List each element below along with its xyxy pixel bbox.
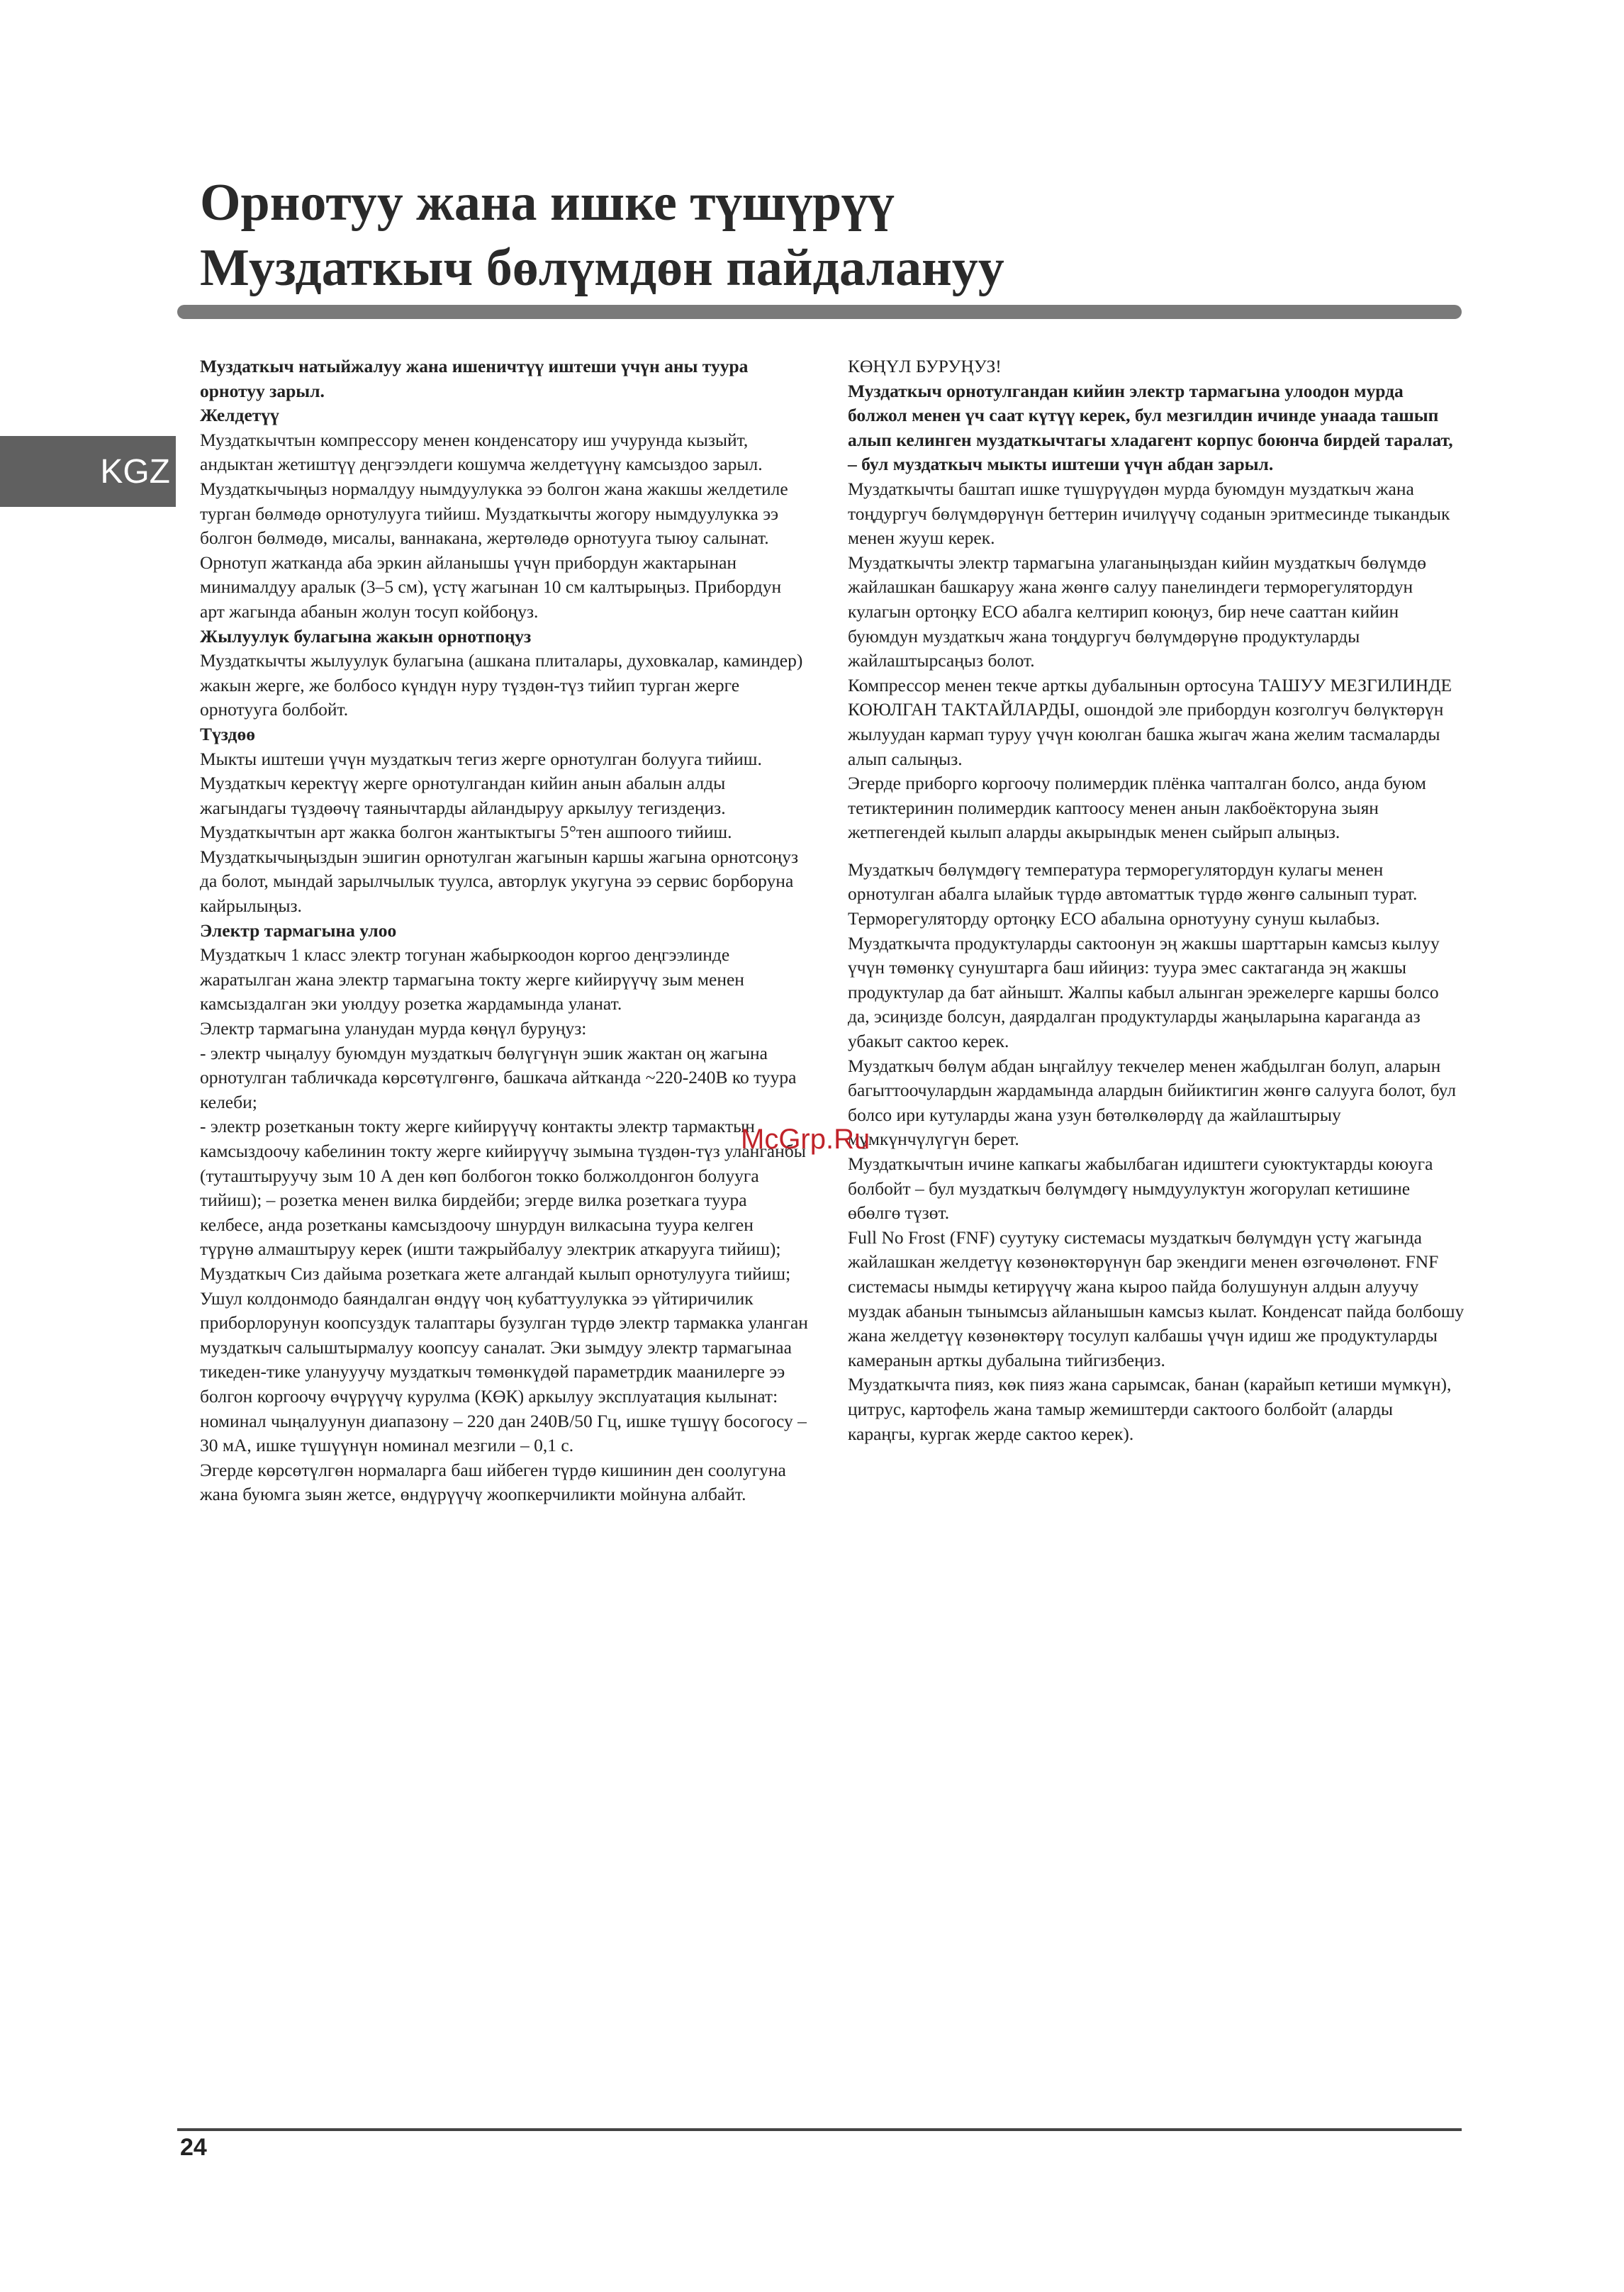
right-column xyxy=(848,354,1465,1446)
heading-attention: КӨҢҮЛ БУРУҢУЗ! xyxy=(848,356,1002,376)
paragraph: номинал чыңалуунун диапазону – 220 дан 240В/50 Гц, ишке түшүү босогосу – 30 мА, ишке түшүүнүн номинал мезгили – 0,1 с. xyxy=(200,1410,807,1456)
fridge-usage-section xyxy=(848,858,1465,1446)
paragraph: Муздаткычты баштап ишке түшүрүүдөн мурда буюмдун муздаткыч жана тоңдургуч бөлүмдөрүнүн беттерин ичилүүчү соданын эритмесинде тыкандык менен жууш керек. xyxy=(848,478,1450,549)
heading-power-connection: Электр тармагына улоо xyxy=(200,919,397,941)
paragraph: Муздаткычты жылуулук булагына (ашкана плиталары, духовкалар, каминдер) жакын жерге, же болбосо күндүн нуру түздөн-түз тийип турган жерге орнотууга болбойт. xyxy=(200,650,803,720)
heading-leveling: Түздөө xyxy=(200,723,255,744)
paragraph: Муздаткыч бөлүмдөгү температура терморегулятордун кулагы менен орнотулган абалга ылайык түрдө автоматтык түрдө жөнгө салынып турат. xyxy=(848,859,1418,905)
left-column xyxy=(200,354,810,1507)
paragraph: Муздаткычта продуктуларды сактоонун эң жакшы шарттарын камсыз кылуу үчүн төмөнкү сунуштарга баш ийиңиз: туура эмес сактаганда эң жакшы продуктулар да бат айнышт. Жалпы кабыл алынган эрежелерге каршы болсо да, эсиңизде болсун, даярдалган продуктуларды жаңыларына караганда аз убакыт сактоо керек. xyxy=(848,932,1440,1052)
paragraph: Муздаткычта пияз, көк пияз жана сарымсак, банан (карайып кетиши мүмкүн), цитрус, картофель жана тамыр жемиштерди сактоого болбойт (аларды караңгы, кургак жерде сактоо керек). xyxy=(848,1374,1452,1444)
paragraph: Терморегуляторду ортоңку ECO абалына орнотууну сунуш кылабыз. xyxy=(848,908,1380,929)
paragraph: Эгерде көрсөтүлгөн нормаларга баш ийбеген түрдө кишинин ден соолугуна жана буюмга зыян жетсе, өндүрүүчү жоопкерчиликти мойнуна албайт. xyxy=(200,1459,786,1505)
paragraph: Компрессор менен текче арткы дубалынын ортосуна ТАШУУ МЕЗГИЛИНДЕ КОЮЛГАН ТАКТАЙЛАРДЫ, ошондой эле прибордун козголгуч бөлүктөрүн жылуудан кармап туруу үчүн коюлган башка жыгач жана желим тасмаларды алып салыңыз. xyxy=(848,674,1452,769)
paragraph: Мыкты иштеши үчүн муздаткыч тегиз жерге орнотулган болууга тийиш. Муздаткыч керектүү жерге орнотулгандан кийин анын абалын алды жагындагы түздөөчү таянычтарды айландыруу аркылуу тегиздеңиз. Муздаткычтын арт жакка болгон жантыктыгы 5°тен ашпоого тийиш. xyxy=(200,748,762,843)
paragraph: - электр розетканын токту жерге кийирүүчү контакты электр тармактын камсыздоочу кабелинин токту жерге кийирүүчү зымына түздөн-түз уланганбы (туташтыруучу зым 10 А ден көп болбогон токко болжолдонгон болууга тийиш); – розетка менен вилка бирдейби; эгерде вилка розеткага туура келбесе, анда розетканы камсыздоочу шнурдун вилкасына туура келген түрүнө алмаштыруу керек (ишти тажрыйбалуу электрик аткарууга тийиш); xyxy=(200,1116,806,1260)
heading-ventilation: Желдетүү xyxy=(200,405,279,426)
paragraph: Муздаткычты электр тармагына улаганыңыздан кийин муздаткыч бөлүмдө жайлашкан башкаруу жана жөнгө салуу панелиндеги терморегулятордун кулагын ортоңку ECO абалга келтирип коюңуз, бир нече сааттан кийин буюмдун муздаткыч жана тоңдургуч бөлүмдөрүнө продуктуларды жайлаштырсаңыз болот. xyxy=(848,552,1427,671)
heading-heat-source: Жылуулук булагына жакын орнотпоңуз xyxy=(200,625,532,647)
attention-text: Муздаткыч орнотулгандан кийин электр тармагына улоодон мурда болжол менен үч саат күтүү керек, бул мезгилдин ичинде унаада ташып алып келинген муздаткычтагы хладагент корпус боюнча бирдей таралат, – бул муздаткыч мыкты иштеши үчүн абдан зарыл. xyxy=(848,380,1453,475)
paragraph: Электр тармагына уланудан мурда көңүл буруңуз: xyxy=(200,1018,587,1039)
title-line-2: Муздаткыч бөлүмдөн пайдалануу xyxy=(200,239,1004,297)
paragraph: Муздаткыч бөлүм абдан ыңгайлуу текчелер менен жабдылган болуп, аларын багыттоочулардын жардамында алардын бийиктигин жөнгө салууга болот, бул болсо ири кутуларды жана узун бөтөлкөлөрдү да жайлаштырыу мүмкүнчүлүгүн берет. xyxy=(848,1055,1456,1150)
paragraph: Ушул колдонмодо баяндалган өндүү чоң кубаттуулукка ээ үйтиричилик приборлорунун коопсуздук талаптары бузулган түрдө электр тармакка уланган муздаткыч салыштырмалуу коопсуу саналат. Эки зымдуу электр тармагынаа тикеден-тике уланууучу муздаткыч төмөнкүдөй параметрдик маанилерге ээ болгон коргоочу өчүрүүчү курулма (КӨК) аркылуу эксплуатация кылынат: xyxy=(200,1287,808,1407)
paragraph: Муздаткычтын компрессору менен конденсатору иш учурунда кызыйт, андыктан жетиштүү деңгээлдеги кошумча желдетүүнү камсыздоо зарыл. Муздаткычыңыз нормалдуу нымдуулукка ээ болгон жана жакшы желдетиле турган бөлмөдө орнотулууга тийиш. Муздаткычты жогору нымдуулукка ээ болгон бөлмөдө, мисалы, ваннакана, жертөлөдө орнотууга тыюу салынат. xyxy=(200,429,788,549)
paragraph: Full No Frost (FNF) суутуку системасы муздаткыч бөлүмдүн үстү жагында жайлашкан желдетүү көзөнөктөрүнүн бар экендиги менен өзгөчөлөнөт. FNF системасы нымды кетирүүчү жана кыроо пайда болушунун алдын алуучу муздак абанын тынымсыз айланышын камсыз кылат. Конденсат пайда болбошу жана желдетүү көзөнөктөрү тосулуп калбашы үчүн идиш же продуктуларды камеранын арткы дубалына тийгизбеңиз. xyxy=(848,1226,1465,1370)
paragraph: Муздаткычыңыздын эшигин орнотулган жагынын каршы жагына орнотсоңуз да болот, мындай зарылчылык туулса, авторлук укугуна ээ сервис борборуна кайрылыңыз. xyxy=(200,846,799,917)
paragraph: Орнотуп жатканда аба эркин айланышы үчүн прибордун жактарынан минималдуу аралык (3–5 см), үстү жагынан 10 см калтырыңыз. Прибордун арт жагында абанын жолун тосуп койбоңуз. xyxy=(200,552,782,622)
paragraph: Муздаткыч 1 класс электр тогунан жабыркоодон коргоо деңгээлинде жаратылган жана электр тармагына токту жерге кийирүүчү зым менен камсыздалган эки уюлдуу розетка жардамында уланат. xyxy=(200,944,744,1014)
paragraph: Эгерде приборго коргоочу полимердик плёнка чапталган болсо, анда буюм тетиктеринин полимердик каптоосу менен анын лакбоёкторуна зыян жетпегендей кылып аларды акырындык менен сыйрып алыңыз. xyxy=(848,773,1426,843)
page-number: 24 xyxy=(180,2134,207,2161)
paragraph: - электр чыңалуу буюмдун муздаткыч бөлүгүнүн эшик жактан оң жагына орнотулган табличкада көрсөтүлгөнгө, башкача айтканда ~220-240В ко туура келеби; xyxy=(200,1042,797,1112)
title-line-1: Орнотуу жана ишке түшүрүү xyxy=(200,174,895,232)
intro-text: Муздаткыч натыйжалуу жана ишеничтүү иштеши үчүн аны туура орнотуу зарыл. xyxy=(200,356,749,401)
footer-divider xyxy=(177,2128,1462,2131)
paragraph: Муздаткыч Сиз дайыма розеткага жете алгандай кылып орнотулууга тийиш; xyxy=(200,1263,791,1284)
paragraph: Муздаткычтын ичине капкагы жабылбаган идиштеги суюктуктарды коюуга болбойт – бул муздаткыч бөлүмдөгү нымдуулуктун жогорулап кетишине өбөлгө түзөт. xyxy=(848,1153,1433,1224)
title-divider xyxy=(177,305,1462,319)
watermark: McGrp.Ru xyxy=(741,1124,870,1155)
language-tab: KGZ xyxy=(0,436,176,507)
page-title xyxy=(200,170,1476,301)
